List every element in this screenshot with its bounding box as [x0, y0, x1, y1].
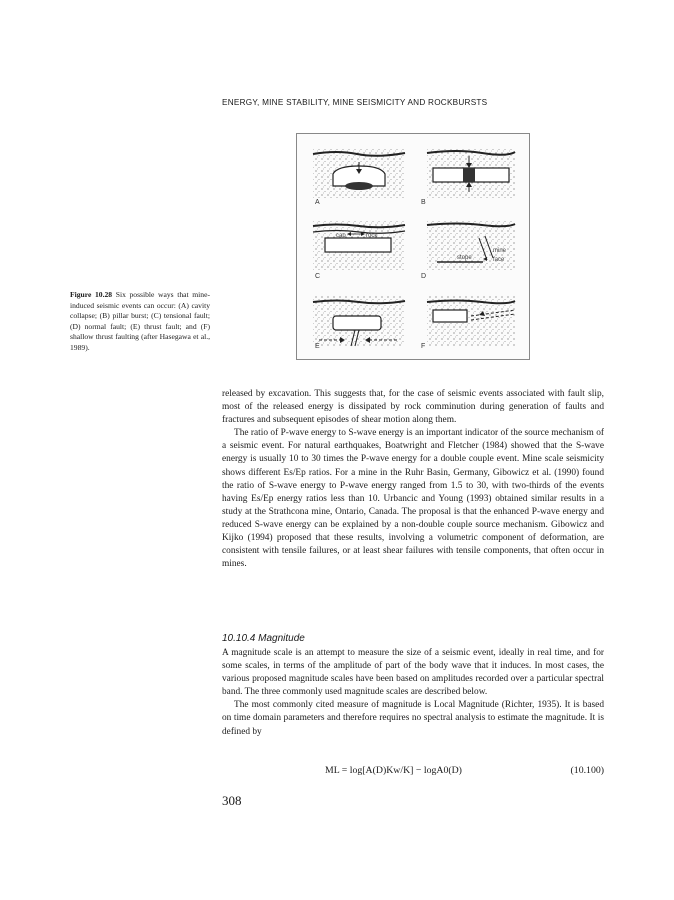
label-mine: mine	[493, 248, 507, 254]
section-title: 10.10.4 Magnitude	[222, 633, 305, 644]
panel-b-diagram	[421, 148, 515, 206]
panel-e-diagram	[313, 296, 405, 350]
label-rock: rock	[366, 233, 378, 239]
panel-label-d: D	[421, 273, 427, 280]
label-cap: cap	[336, 233, 346, 239]
figure-10-28	[296, 133, 530, 360]
paragraph-1: released by excavation. This suggests that, for the case of seismic events associated with fault slip, most of the released energy is dissipated by rock comminution during generation of faults and fractures and subsequent episodes of shear motion along them.	[222, 389, 604, 426]
figure-caption	[70, 290, 210, 354]
panel-a-diagram	[313, 148, 405, 206]
running-head: ENERGY, MINE STABILITY, MINE SEISMICITY AND ROCKBURSTS	[222, 98, 488, 107]
panel-label-c: C	[315, 273, 321, 280]
label-stope: stope	[457, 255, 472, 261]
equation-number: (10.100)	[570, 765, 604, 776]
panel-label-f: F	[421, 343, 426, 350]
figure-diagram	[297, 134, 529, 359]
panel-label-a: A	[315, 199, 320, 206]
section-paragraph-1: A magnitude scale is an attempt to measure the size of a seismic event, ideally in real time, and for some scales, in terms of the amplitude of part of the body wave that it induces. In most cases, the various proposed magnitude scales have been based on amplitudes recorded over a particular spectral band. The three commonly used magnitude scales are described below.	[222, 648, 604, 698]
paragraph-2: The ratio of P-wave energy to S-wave energy is an important indicator of the source mechanism of a seismic event. For natural earthquakes, Boatwright and Fletcher (1984) showed that the S-wave energy is usually 10 to 30 times the P-wave energy for a double couple event. Mine scale seismicity shows different Es/Ep ratios. For a mine in the Ruhr Basin, Germany, Gibowicz et al. (1990) found the ratio of S-wave energy to P-wave energy ranged from 1.5 to 30, with two-thirds of the events having Es/Ep energy ratios less than 10. Urbancic and Young (1993) obtained similar results in a study at the Strathcona mine, Ontario, Canada. The proposal is that the enhanced P-wave energy and reduced S-wave energy can be explained by a non-double couple source mechanism. Gibowicz and Kijko (1994) proposed that these results, involving a volumetric component of deformation, are consistent with tensile failures, or at least shear failures with tensile components, that often occur in mines.	[222, 428, 604, 570]
panel-d-diagram	[421, 220, 515, 280]
section-paragraph-2: The most commonly cited measure of magnitude is Local Magnitude (Richter, 1935). It is based on time domain parameters and therefore requires no spectral analysis to estimate the magnitude. It is defined by	[222, 700, 604, 737]
equation-text: ML = log[A(D)Kw/K] − logA0(D)	[325, 765, 462, 776]
panel-label-b: B	[421, 199, 426, 206]
label-face: face	[493, 257, 505, 263]
body-text-section	[222, 647, 604, 739]
panel-label-e: E	[315, 343, 320, 350]
page-number: 308	[222, 793, 242, 808]
body-text-top	[222, 388, 604, 571]
panel-f-diagram	[421, 296, 515, 350]
caption-label: Figure 10.28	[70, 290, 113, 299]
panel-c-diagram	[313, 220, 405, 280]
caption-text: Six possible ways that mine-induced seismic events can occur: (A) cavity collapse; (B) pillar burst; (C) tensional fault; (D) normal fault; (E) thrust fault; and (F) shallow thrust faulting (after Hasegawa et al., 1989).	[70, 290, 210, 352]
